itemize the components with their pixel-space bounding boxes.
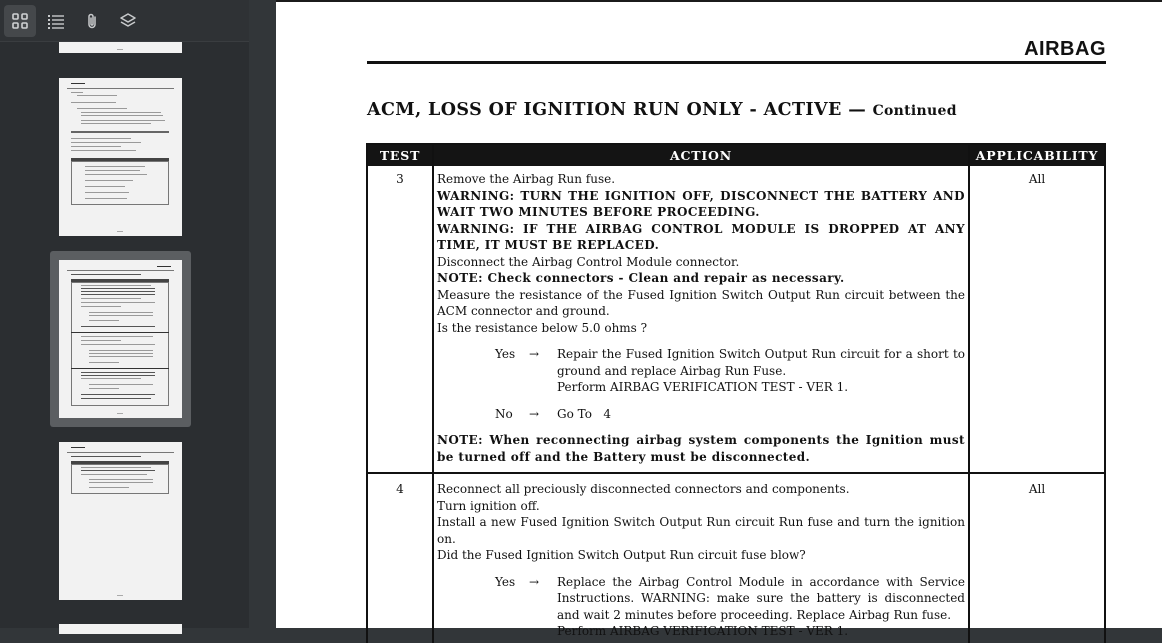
page-thumbnail-image xyxy=(59,78,182,236)
page-thumbnail[interactable] xyxy=(50,42,191,54)
column-divider xyxy=(968,145,970,643)
action-step: Turn ignition off. xyxy=(437,498,540,513)
test-table xyxy=(366,143,1106,643)
title-main: ACM, LOSS OF IGNITION RUN ONLY - ACTIVE xyxy=(367,100,842,120)
thumbnail-list xyxy=(0,42,249,628)
page-title xyxy=(367,100,957,120)
column-header-action: ACTION xyxy=(434,145,968,166)
thumbnails-icon xyxy=(11,12,29,30)
applicability-value: All xyxy=(1028,172,1046,186)
column-header-test: TEST xyxy=(368,145,432,166)
attachment-icon xyxy=(83,12,101,30)
applicability-value: All xyxy=(1028,482,1046,496)
arrow-icon: → xyxy=(529,406,540,421)
page-thumbnail-image xyxy=(59,42,182,53)
document-page xyxy=(276,0,1162,638)
page-header xyxy=(367,38,1106,64)
answer-label: Yes xyxy=(495,347,516,361)
arrow-icon: → xyxy=(529,347,540,361)
title-separator: — xyxy=(841,100,873,120)
outline-icon xyxy=(47,12,65,30)
action-step: Measure the resistance of the Fused Ignition Switch Output Run circuit between the ACM connector and ground. xyxy=(437,287,965,318)
page-thumbnail-image xyxy=(59,442,182,600)
viewer-gutter xyxy=(249,0,276,628)
action-cell xyxy=(437,171,965,465)
answer-label: No xyxy=(495,406,513,421)
page-thumbnail-selected[interactable] xyxy=(50,251,191,427)
page-thumbnail[interactable] xyxy=(50,442,191,600)
test-number: 3 xyxy=(396,172,404,186)
page-thumbnail[interactable] xyxy=(50,78,191,236)
action-step: Reconnect all preciously disconnected connectors and components. xyxy=(437,482,850,496)
test-number: 4 xyxy=(396,482,404,496)
answer-no xyxy=(495,406,965,423)
layers-icon xyxy=(119,12,137,30)
layers-view-button[interactable] xyxy=(112,5,144,37)
column-header-applicability: APPLICABILITY xyxy=(970,145,1104,166)
question-text: Is the resistance below 5.0 ohms ? xyxy=(437,320,648,335)
title-continued: Continued xyxy=(872,103,957,119)
answer-yes xyxy=(495,574,965,640)
warning-text: WARNING: IF THE AIRBAG CONTROL MODULE IS DROPPED AT ANY TIME, IT MUST BE REPLACED. xyxy=(437,221,965,252)
column-divider xyxy=(432,145,434,643)
arrow-icon: → xyxy=(529,574,540,589)
thumbnail-sidebar xyxy=(0,0,249,628)
sidebar-toolbar xyxy=(0,0,249,42)
warning-text: WARNING: TURN THE IGNITION OFF, DISCONNECT THE BATTERY AND WAIT TWO MINUTES BEFORE PROCEEDING. xyxy=(437,188,965,219)
page-thumbnail-image xyxy=(59,260,182,418)
outline-view-button[interactable] xyxy=(40,5,72,37)
answer-text: Replace the Airbag Control Module in accordance with Service Instructions. WARNING: make sure the battery is disconnected and wait 2 minutes before proceeding. Replace Airbag Run fuse. Perform AIRBAG VERIFICATION TEST - VER 1. xyxy=(557,574,965,638)
action-cell xyxy=(437,481,965,640)
thumbnails-view-button[interactable] xyxy=(4,5,36,37)
answer-label: Yes xyxy=(495,574,516,589)
page-thumbnail-image xyxy=(59,624,182,634)
answer-text: Repair the Fused Ignition Switch Output Run circuit for a short to ground and replace Airbag Run Fuse. Perform AIRBAG VERIFICATION TEST - VER 1. xyxy=(557,347,965,394)
section-header: AIRBAG xyxy=(1024,38,1106,60)
answer-text: Go To 4 xyxy=(557,406,611,421)
question-text: Did the Fused Ignition Switch Output Run circuit fuse blow? xyxy=(437,548,806,562)
page-thumbnail[interactable] xyxy=(50,624,191,634)
answer-yes xyxy=(495,346,965,396)
action-step: Install a new Fused Ignition Switch Output Run circuit Run fuse and turn the ignition on. xyxy=(437,515,965,546)
row-divider xyxy=(368,472,1104,474)
action-step: Disconnect the Airbag Control Module connector. xyxy=(437,254,740,269)
action-step: Remove the Airbag Run fuse. xyxy=(437,172,616,186)
note-text: NOTE: Check connectors - Clean and repair as necessary. xyxy=(437,271,845,285)
attachments-view-button[interactable] xyxy=(76,5,108,37)
note-text: NOTE: When reconnecting airbag system components the Ignition must be turned off and the Battery must be disconnected. xyxy=(437,433,965,464)
